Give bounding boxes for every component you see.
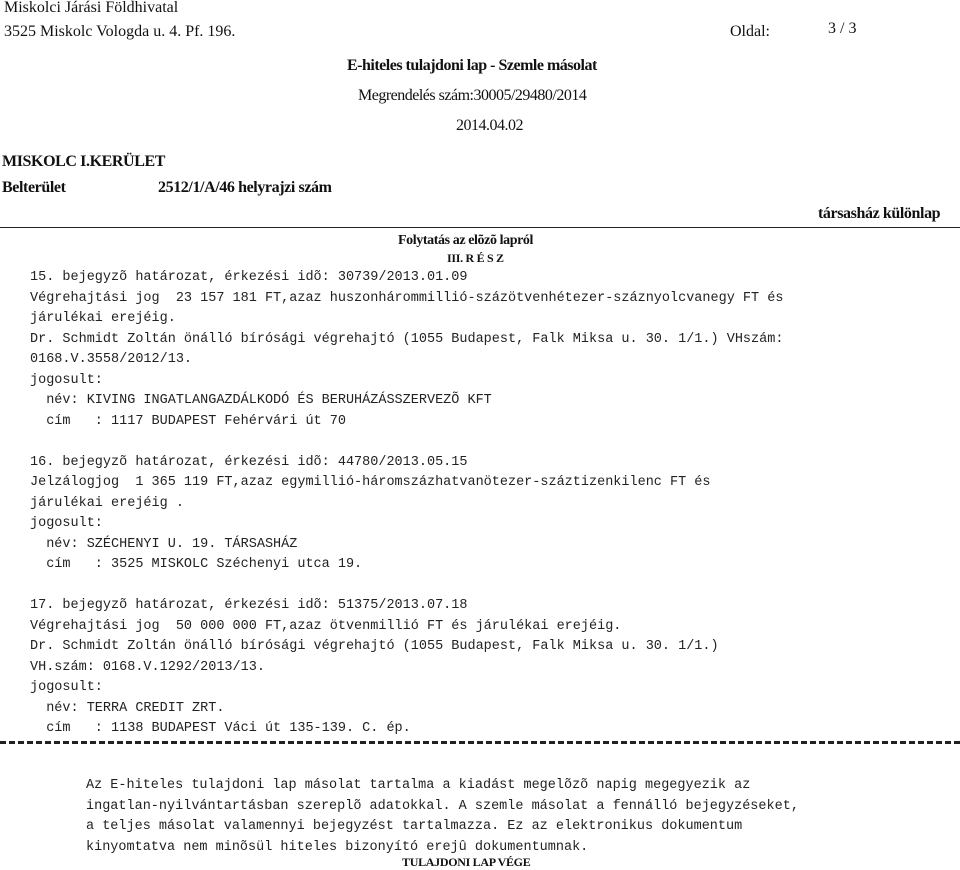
- parcel-number: 2512/1/A/46 helyrajzi szám: [158, 179, 332, 196]
- entry-line: név: KIVING INGATLANGAZDÁLKODÓ ÉS BERUHÁZÁSSZERVEZÕ KFT: [30, 393, 492, 408]
- end-divider: [0, 741, 960, 744]
- entry-line: név: SZÉCHENYI U. 19. TÁRSASHÁZ: [30, 536, 298, 552]
- area-type: Belterület: [2, 179, 66, 196]
- document-title: E-hiteles tulajdoni lap - Szemle másolat: [347, 57, 597, 74]
- footer-line: kinyomtatva nem minõsül hiteles bizonyító erejû dokumentumnak.: [86, 840, 589, 856]
- order-number: Megrendelés szám:30005/29480/2014: [358, 87, 587, 104]
- header-divider: [0, 227, 960, 228]
- property-type: társasház különlap: [818, 205, 941, 222]
- entry-17: [30, 596, 783, 740]
- end-of-sheet-label: TULAJDONI LAP VÉGE: [402, 855, 531, 869]
- entry-line: járulékai erejéig.: [30, 311, 176, 326]
- entry-line: jogosult:: [30, 680, 103, 695]
- entries-list: [30, 268, 783, 740]
- entry-line: VH.szám: 0168.V.1292/2013/13.: [30, 659, 265, 675]
- entry-line: 15. bejegyzõ határozat, érkezési idõ: 30739/2013.01.09: [30, 270, 468, 285]
- document-date: 2014.04.02: [456, 117, 523, 134]
- entry-line: 16. bejegyzõ határozat, érkezési idõ: 44780/2013.05.15: [30, 454, 468, 470]
- continuation-label: Folytatás az elõzõ lapról: [398, 233, 534, 248]
- entry-line: Végrehajtási jog 23 157 181 FT,azaz huszonhárommillió-százötvenhétezer-száznyolcvanegy FT és: [30, 290, 784, 306]
- entry-line: név: TERRA CREDIT ZRT.: [30, 700, 225, 716]
- entry-line: 0168.V.3558/2012/13.: [30, 352, 193, 367]
- page-label: Oldal:: [730, 23, 770, 40]
- section-part-label: III. R É S Z: [447, 251, 504, 265]
- footer-line: a teljes másolat valamennyi bejegyzést tartalmazza. Ez az elektronikus dokumentum: [86, 819, 743, 835]
- office-address: 3525 Miskolc Vologda u. 4. Pf. 196.: [4, 23, 236, 40]
- entry-line: cím : 1117 BUDAPEST Fehérvári út 70: [30, 413, 346, 429]
- entry-line: Jelzálogjog 1 365 119 FT,azaz egymillió-háromszázhatvanötezer-száztizenkilenc FT és: [30, 475, 711, 490]
- office-name: Miskolci Járási Földhivatal: [4, 0, 179, 16]
- entry-line: jogosult:: [30, 516, 103, 531]
- entry-line: 17. bejegyzõ határozat, érkezési idõ: 51375/2013.07.18: [30, 598, 468, 613]
- footer-disclaimer: [86, 776, 799, 859]
- page-number: 3 / 3: [828, 20, 857, 37]
- entry-15: [30, 268, 783, 432]
- entry-line: cím : 3525 MISKOLC Széchenyi utca 19.: [30, 557, 363, 572]
- entry-line: jogosult:: [30, 372, 103, 388]
- entry-line: Dr. Schmidt Zoltán önálló bírósági végrehajtó (1055 Budapest, Falk Miksa u. 30. 1/1.): [30, 639, 719, 654]
- entry-line: járulékai erejéig .: [30, 495, 184, 511]
- entry-line: cím : 1138 BUDAPEST Váci út 135-139. C. ép.: [30, 721, 411, 736]
- footer-line: ingatlan-nyilvántartásban szereplõ adatokkal. A szemle másolat a fennálló bejegyzéseket,: [86, 798, 799, 814]
- entry-16: [30, 453, 783, 576]
- entry-line: Végrehajtási jog 50 000 000 FT,azaz ötvenmillió FT és járulékai erejéig.: [30, 618, 622, 634]
- footer-line: Az E-hiteles tulajdoni lap másolat tartalma a kiadást megelõzõ napig megegyezik az: [86, 778, 751, 793]
- district-name: MISKOLC I.KERÜLET: [2, 153, 166, 170]
- entry-line: Dr. Schmidt Zoltán önálló bírósági végrehajtó (1055 Budapest, Falk Miksa u. 30. 1/1.) VHszám:: [30, 331, 784, 347]
